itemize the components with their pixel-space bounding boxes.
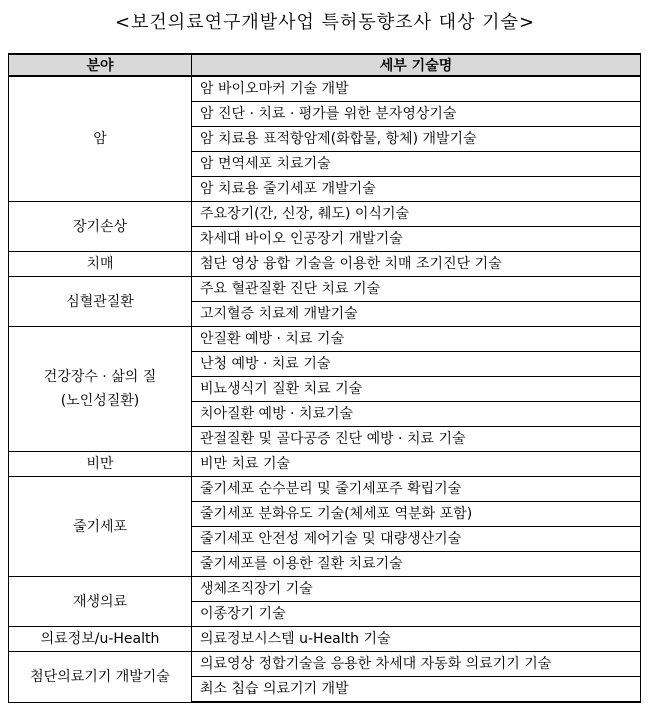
category-cell: 의료정보/u-Health bbox=[9, 627, 192, 652]
category-cell: 장기손상 bbox=[9, 202, 192, 252]
detail-cell: 생체조직장기 기술 bbox=[192, 577, 641, 602]
category-cell: 첨단의료기기 개발기술 bbox=[9, 652, 192, 703]
page-title: <보건의료연구개발사업 특허동향조사 대상 기술> bbox=[114, 12, 536, 33]
table-row bbox=[9, 452, 641, 477]
table-row bbox=[9, 202, 641, 227]
table-row bbox=[9, 76, 641, 102]
header-field: 분야 bbox=[9, 54, 192, 76]
detail-cell: 안질환 예방 · 치료 기술 bbox=[192, 327, 641, 352]
detail-cell: 고지혈증 치료제 개발기술 bbox=[192, 302, 641, 327]
table-row bbox=[9, 327, 641, 352]
detail-cell: 줄기세포 분화유도 기술(체세포 역분화 포함) bbox=[192, 502, 641, 527]
table-row bbox=[9, 577, 641, 602]
detail-cell: 최소 침습 의료기기 개발 bbox=[192, 677, 641, 703]
detail-cell: 암 진단 · 치료 · 평가를 위한 분자영상기술 bbox=[192, 102, 641, 127]
detail-cell: 치아질환 예방 · 치료기술 bbox=[192, 402, 641, 427]
category-cell: 건강장수 · 삶의 질 (노인성질환) bbox=[9, 327, 192, 452]
detail-cell: 암 바이오마커 기술 개발 bbox=[192, 76, 641, 102]
table-header-row bbox=[9, 54, 641, 76]
category-cell: 비만 bbox=[9, 452, 192, 477]
detail-cell: 난청 예방 · 치료 기술 bbox=[192, 352, 641, 377]
detail-cell: 줄기세포 안전성 제어기술 및 대량생산기술 bbox=[192, 527, 641, 552]
header-detail: 세부 기술명 bbox=[192, 54, 641, 76]
table-row bbox=[9, 277, 641, 302]
detail-cell: 비뇨생식기 질환 치료 기술 bbox=[192, 377, 641, 402]
detail-cell: 의료영상 정합기술을 응용한 차세대 자동화 의료기기 기술 bbox=[192, 652, 641, 677]
table-row bbox=[9, 627, 641, 652]
detail-cell: 관절질환 및 골다공증 진단 예방 · 치료 기술 bbox=[192, 427, 641, 452]
category-cell: 재생의료 bbox=[9, 577, 192, 627]
category-cell: 암 bbox=[9, 76, 192, 202]
detail-cell: 이종장기 기술 bbox=[192, 602, 641, 627]
detail-cell: 암 치료용 표적항암제(화합물, 항체) 개발기술 bbox=[192, 127, 641, 152]
detail-cell: 차세대 바이오 인공장기 개발기술 bbox=[192, 227, 641, 252]
technology-table bbox=[8, 53, 641, 703]
category-cell: 심혈관질환 bbox=[9, 277, 192, 327]
table-body bbox=[9, 76, 641, 702]
detail-cell: 의료정보시스템 u-Health 기술 bbox=[192, 627, 641, 652]
detail-cell: 줄기세포를 이용한 질환 치료기술 bbox=[192, 552, 641, 577]
detail-cell: 첨단 영상 융합 기술을 이용한 치매 조기진단 기술 bbox=[192, 252, 641, 277]
detail-cell: 암 치료용 줄기세포 개발기술 bbox=[192, 177, 641, 202]
detail-cell: 암 면역세포 치료기술 bbox=[192, 152, 641, 177]
table-row bbox=[9, 477, 641, 502]
detail-cell: 비만 치료 기술 bbox=[192, 452, 641, 477]
table-row bbox=[9, 652, 641, 677]
detail-cell: 줄기세포 순수분리 및 줄기세포주 확립기술 bbox=[192, 477, 641, 502]
detail-cell: 주요 혈관질환 진단 치료 기술 bbox=[192, 277, 641, 302]
table-row bbox=[9, 252, 641, 277]
category-cell: 줄기세포 bbox=[9, 477, 192, 577]
detail-cell: 주요장기(간, 신장, 췌도) 이식기술 bbox=[192, 202, 641, 227]
category-cell: 치매 bbox=[9, 252, 192, 277]
